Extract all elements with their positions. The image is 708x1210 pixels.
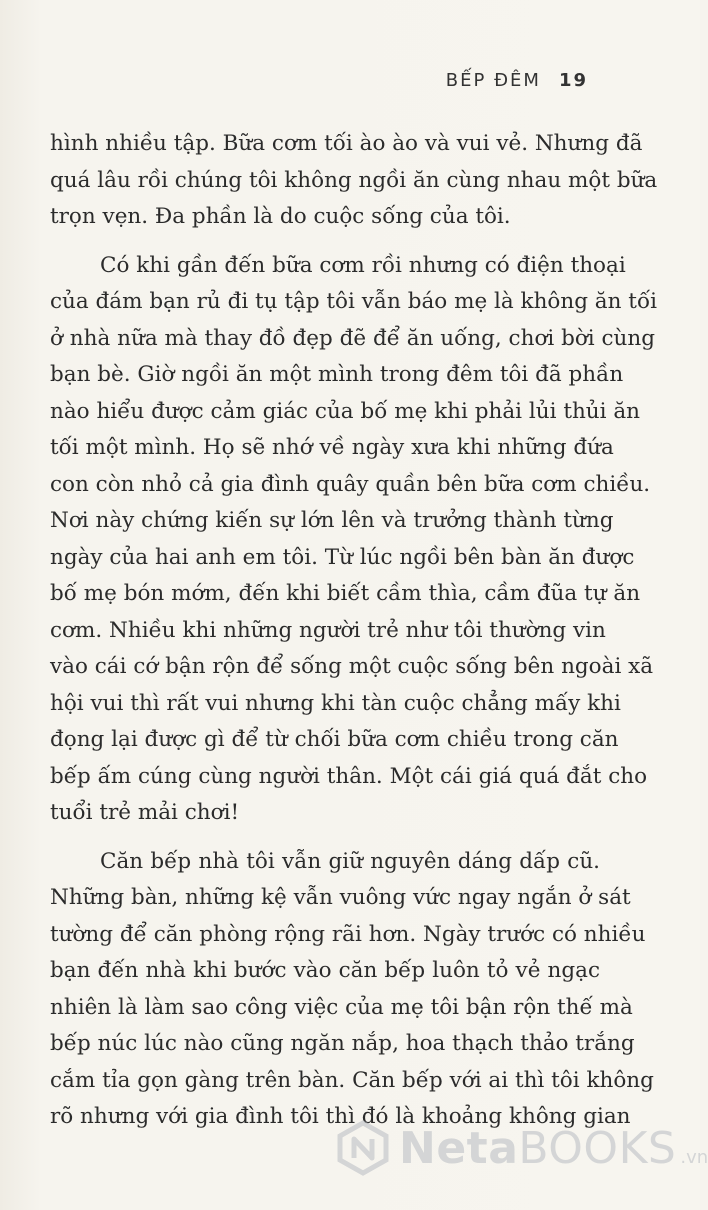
watermark-suffix: .vn xyxy=(680,1147,708,1168)
running-header xyxy=(446,70,588,91)
text-line: bố mẹ bón mớm, đến khi biết cầm thìa, cầm đũa tự ăn xyxy=(50,581,641,606)
text-line: Những bàn, những kệ vẫn vuông vức ngay ngắn ở sát xyxy=(50,885,631,910)
text-line: bếp núc lúc nào cũng ngăn nắp, hoa thạch thảo trắng xyxy=(50,1031,635,1056)
watermark-brand xyxy=(399,1123,676,1174)
paragraph xyxy=(50,248,657,832)
text-line: bếp ấm cúng cùng người thân. Một cái giá quá đắt cho xyxy=(50,763,648,789)
text-line: cơm. Nhiều khi những người trẻ như tôi thường vin xyxy=(50,617,606,643)
text-line: con còn nhỏ cả gia đình quây quần bên bữa cơm chiều. xyxy=(50,471,651,497)
text-line: cắm tỉa gọn gàng trên bàn. Căn bếp với ai thì tôi không xyxy=(50,1067,654,1093)
text-line: rõ nhưng với gia đình tôi thì đó là khoảng không gian xyxy=(50,1104,631,1129)
text-line: nào hiểu được cảm giác của bố mẹ khi phải lủi thủi ăn xyxy=(50,398,641,424)
brand-logo-icon xyxy=(335,1120,391,1176)
text-line: tuổi trẻ mải chơi! xyxy=(50,800,240,825)
text-line: Căn bếp nhà tôi vẫn giữ nguyên dáng dấp cũ. xyxy=(100,848,600,874)
page-number: 19 xyxy=(558,70,588,91)
text-line: hội vui thì rất vui nhưng khi tàn cuộc chẳng mấy khi xyxy=(50,690,621,716)
watermark-brand-rest: BOOKS xyxy=(518,1122,677,1174)
text-line: trọn vẹn. Đa phần là do cuộc sống của tôi. xyxy=(50,204,511,229)
text-line: ở nhà nữa mà thay đồ đẹp đẽ để ăn uống, chơi bời cùng xyxy=(50,325,656,351)
text-line: bạn đến nhà khi bước vào căn bếp luôn tỏ vẻ ngạc xyxy=(50,958,600,983)
chapter-title: BẾP ĐÊM xyxy=(445,70,541,91)
text-line: quá lâu rồi chúng tôi không ngồi ăn cùng nhau một bữa xyxy=(50,167,658,193)
text-line: Có khi gần đến bữa cơm rồi nhưng có điện thoại xyxy=(100,252,626,278)
paragraph xyxy=(50,126,658,236)
text-line: tối một mình. Họ sẽ nhớ về ngày xưa khi những đứa xyxy=(50,435,614,460)
text-line: tường để căn phòng rộng rãi hơn. Ngày trước có nhiều xyxy=(50,921,646,947)
text-line: của đám bạn rủ đi tụ tập tôi vẫn báo mẹ là không ăn tối xyxy=(50,289,657,314)
text-line: Nơi này chứng kiến sự lớn lên và trưởng thành từng xyxy=(50,508,614,533)
text-line: đọng lại được gì để từ chối bữa cơm chiều trong căn xyxy=(50,727,619,752)
watermark xyxy=(335,1120,708,1176)
text-line: vào cái cớ bận rộn để sống một cuộc sống bên ngoài xã xyxy=(50,654,654,679)
paragraph xyxy=(50,844,654,1136)
text-line: nhiên là làm sao công việc của mẹ tôi bận rộn thế mà xyxy=(50,994,633,1020)
watermark-brand-bold: Neta xyxy=(399,1122,519,1174)
body-text xyxy=(50,126,658,1136)
text-line: bạn bè. Giờ ngồi ăn một mình trong đêm tôi đã phần xyxy=(50,362,624,387)
text-line: hình nhiều tập. Bữa cơm tối ào ào và vui vẻ. Nhưng đã xyxy=(50,131,643,156)
text-line: ngày của hai anh em tôi. Từ lúc ngồi bên bàn ăn được xyxy=(50,544,635,570)
